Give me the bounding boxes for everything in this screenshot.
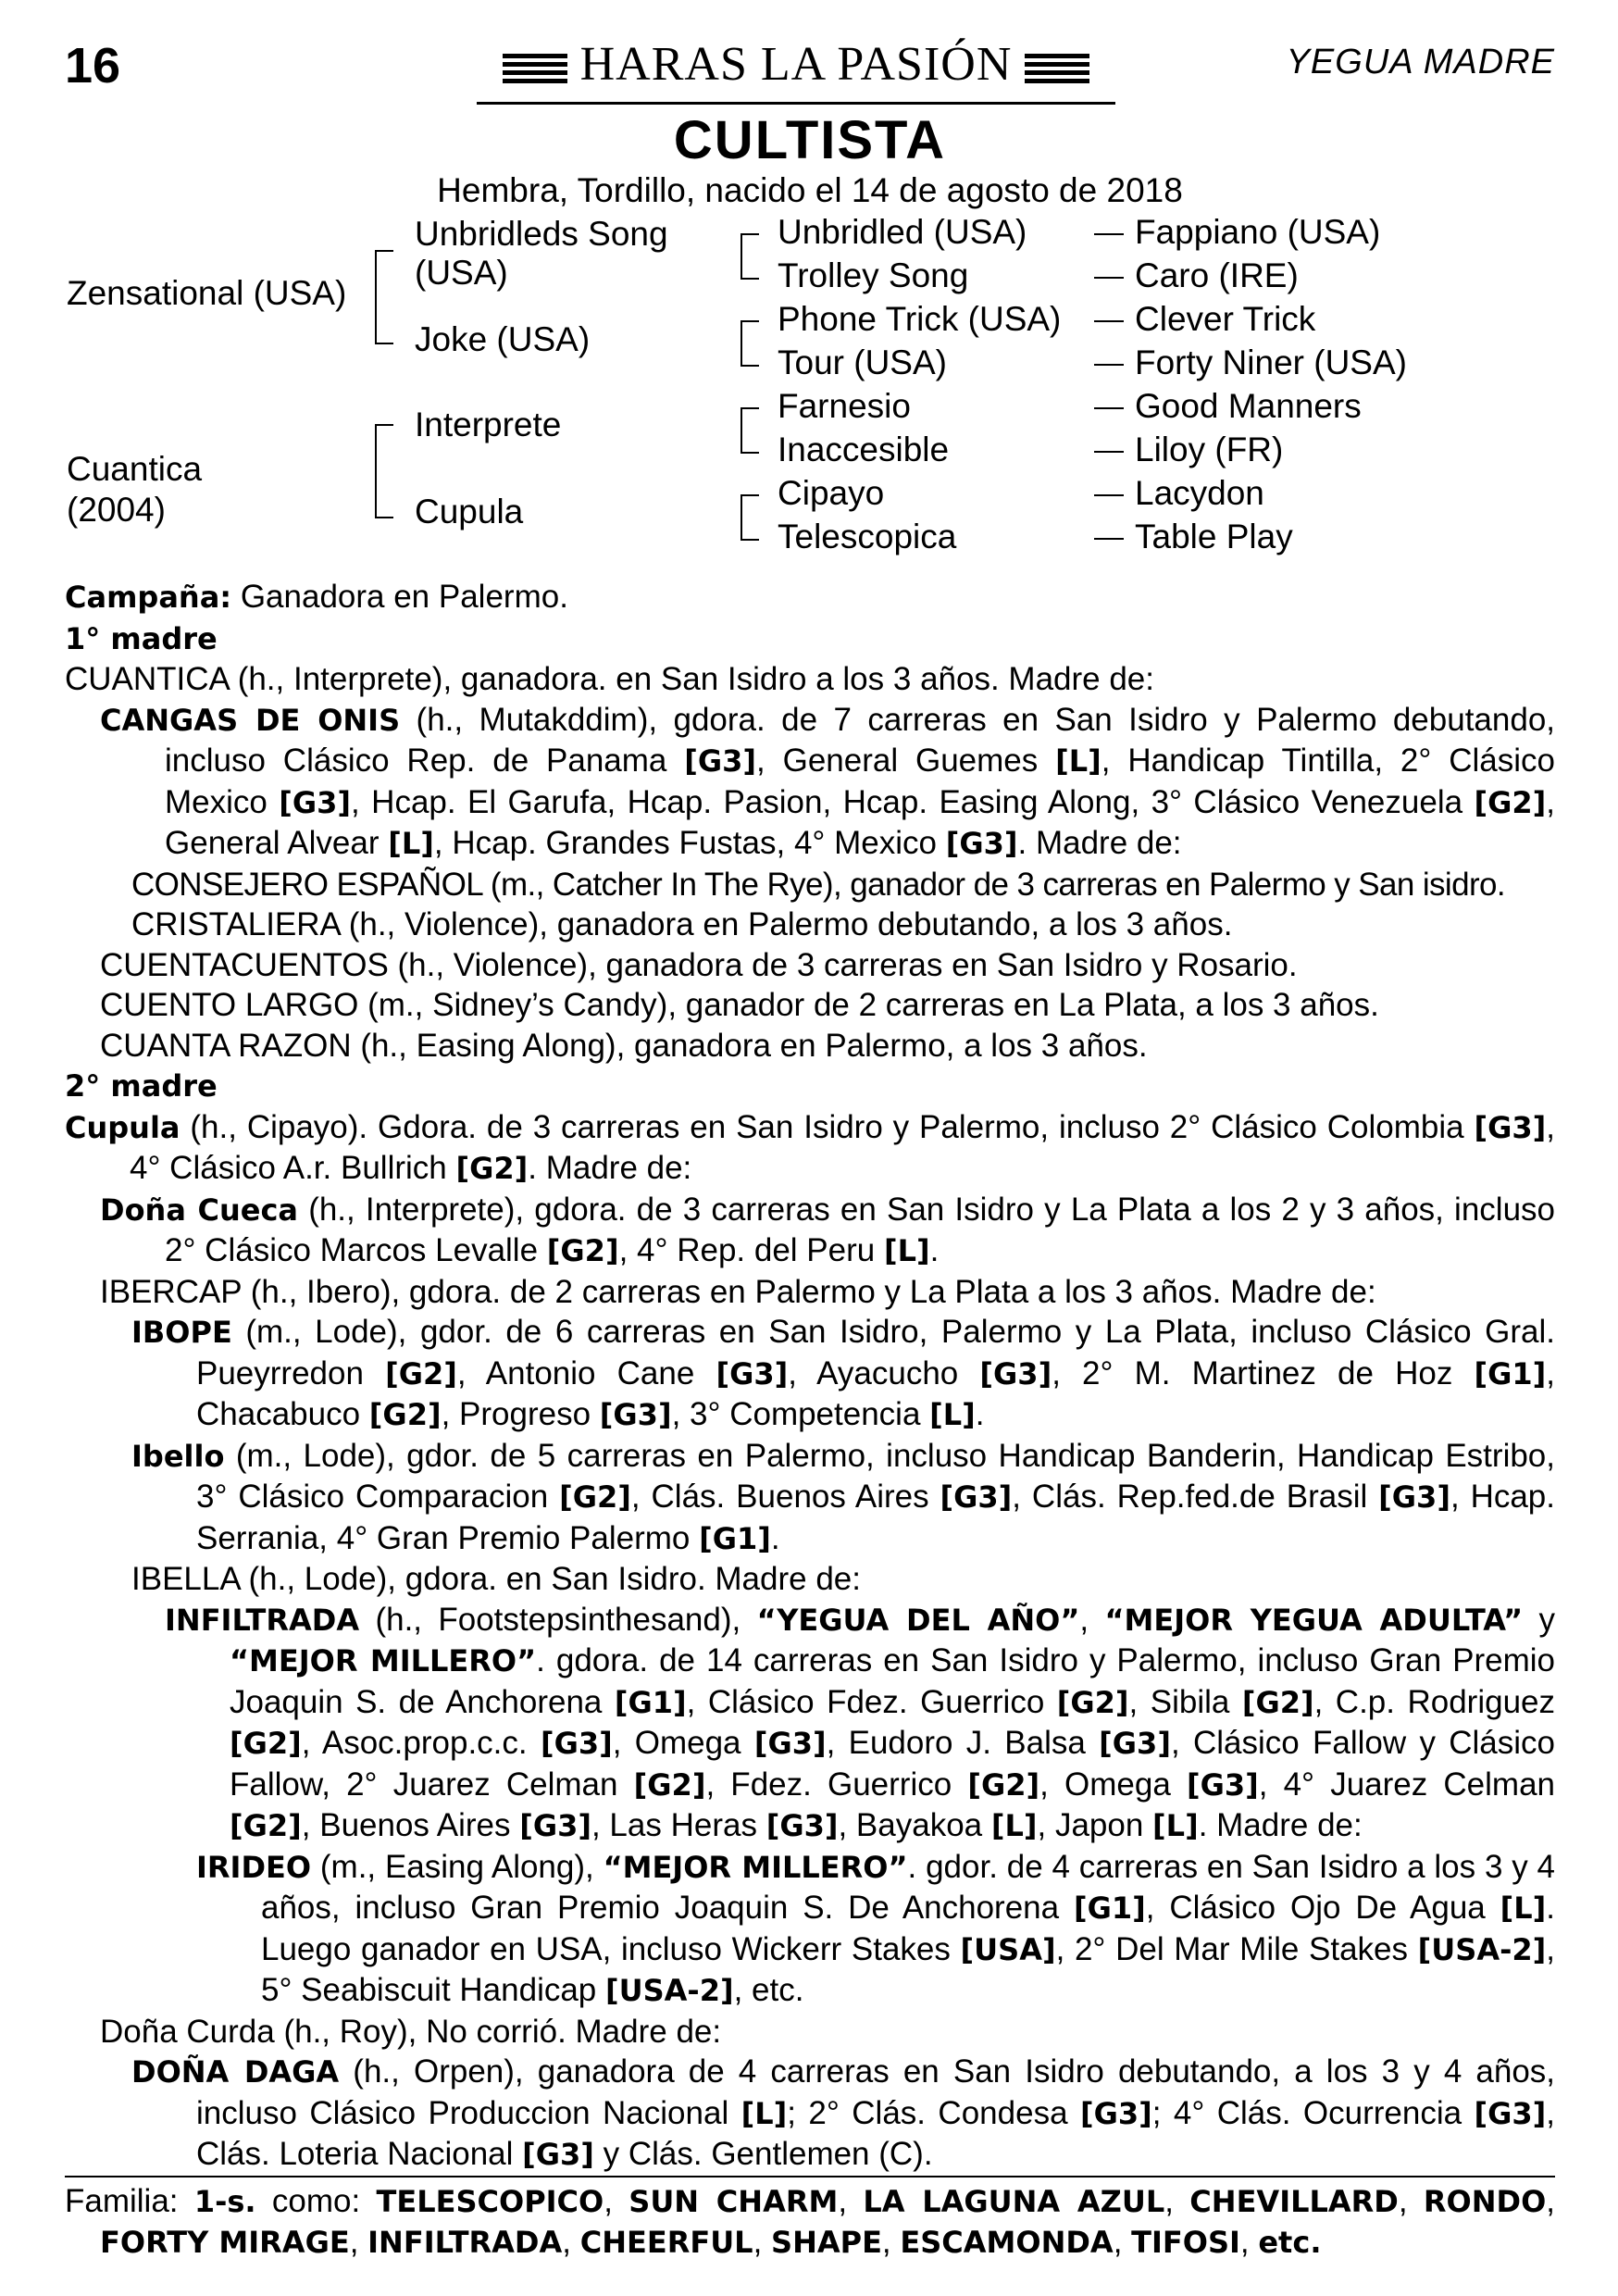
family-horse: SHAPE: [771, 2225, 882, 2260]
grade-tag: [G2]: [385, 1355, 457, 1391]
entry-text: , Eudoro J. Balsa: [826, 1725, 1100, 1761]
sep: ,: [1398, 2182, 1424, 2219]
pedigree-dd: Cupula: [415, 493, 524, 530]
grade-tag: [G2]: [230, 1726, 302, 1761]
entry-text: ; 2° Clás. Condesa: [787, 2094, 1080, 2131]
entry-text: , Omega: [612, 1725, 754, 1761]
entry-text: . Madre de:: [528, 1150, 692, 1186]
horse-name: CULTISTA: [673, 110, 947, 170]
entry-text: . gdor. de 4 carreras en San Isidro a los 3 y 4 años, incluso Gran Premio Joaquin S. De Anchorena: [261, 1848, 1556, 1926]
entry-text: , Omega: [1039, 1766, 1187, 1803]
grade-tag: [G2]: [1056, 1684, 1129, 1720]
grade-tag: [G1]: [614, 1684, 687, 1720]
pedigree-g3: Telescopica: [778, 518, 957, 555]
family-horse: RONDO: [1423, 2183, 1547, 2219]
grade-tag: [L]: [990, 1808, 1038, 1843]
grade-tag: [G3]: [716, 1355, 789, 1391]
entry-text: (m., Easing Along),: [311, 1848, 604, 1885]
entry-text: , 3° Competencia: [671, 1396, 930, 1432]
pedigree-g4-name: Liloy (FR): [1135, 430, 1284, 468]
award: “MEJOR YEGUA ADULTA”: [1104, 1602, 1524, 1638]
dash: [1094, 494, 1124, 496]
entry-text: , Clásico Ojo De Agua: [1145, 1890, 1500, 1926]
sep: ,: [881, 2224, 901, 2260]
entry-text: (h., Footstepsinthesand),: [359, 1601, 757, 1638]
pedigree-g4: [1094, 430, 1283, 469]
pedigree-dam: Cuantica: [67, 450, 203, 488]
entry-text: . Madre de:: [1017, 825, 1182, 861]
grade-tag: [G2]: [455, 1151, 529, 1186]
brand-name: HARAS LA PASIÓN: [579, 38, 1013, 91]
section-title: 2° madre: [65, 1068, 218, 1104]
grade-tag: [G3]: [1099, 1726, 1171, 1761]
entry-text: . Madre de:: [1198, 1807, 1363, 1843]
familia-como: como:: [255, 2182, 377, 2219]
produce-entry: [65, 700, 1555, 865]
produce-entry: CONSEJERO ESPAÑOL (m., Catcher In The Rye), ganador de 3 carreras en Palermo y San isidro.: [131, 866, 1506, 903]
pedigree-ds: Interprete: [415, 406, 562, 443]
grade-tag: [G1]: [1073, 1890, 1146, 1926]
grade-tag: [G3]: [765, 1808, 839, 1843]
entry-text: , 2° M. Martinez de Hoz: [1052, 1354, 1475, 1391]
entry-text: , Progreso: [441, 1396, 600, 1432]
bracket: [741, 407, 759, 454]
sep: ,: [753, 2224, 772, 2260]
brand-title: [477, 37, 1115, 92]
produce-entry: IBELLA (h., Lode), gdora. en San Isidro. Madre de:: [131, 1561, 861, 1597]
entry-text: , Buenos Aires: [301, 1807, 520, 1843]
entry-text: , General Guemes: [756, 742, 1056, 779]
award: “MEJOR MILLERO”: [603, 1849, 908, 1885]
produce-entry: [65, 1847, 1555, 2012]
entry-text: , Asoc.prop.c.c.: [301, 1725, 541, 1761]
entry-text: , Clásico Fallow y Clásico Fallow, 2° Juarez Celman: [230, 1725, 1556, 1803]
entry-text: .: [975, 1396, 985, 1432]
campana-text: Ganadora en Palermo.: [231, 579, 568, 615]
entry-text: y Clás. Gentlemen (C).: [593, 2136, 933, 2172]
horse-name-bold: DOÑA DAGA: [131, 2054, 340, 2090]
bracket: [375, 424, 393, 518]
pedigree-g4: [1094, 518, 1293, 556]
grade-tag: [G3]: [1186, 1766, 1259, 1803]
record-text: [65, 577, 1555, 2264]
grade-tag: [G3]: [684, 743, 757, 779]
pedigree-sd: Joke (USA): [415, 320, 591, 358]
entry-text: , 5° Seabiscuit Handicap: [261, 1930, 1555, 2008]
entry-text: , Antonio Cane: [456, 1354, 716, 1391]
grade-tag: [G3]: [599, 1397, 672, 1432]
campana: [65, 577, 1555, 618]
bracket: [741, 494, 759, 541]
grade-tag: [G2]: [546, 1233, 619, 1268]
dash: [1094, 364, 1124, 366]
grade-tag: [G2]: [967, 1766, 1040, 1803]
grade-tag: [G3]: [519, 1808, 591, 1843]
grade-tag: [G2]: [368, 1397, 442, 1432]
page-header: [65, 37, 1555, 93]
entry-text: , Clásico Fdez. Guerrico: [686, 1683, 1057, 1720]
page-number: 16: [65, 38, 121, 94]
bracket: [741, 233, 759, 280]
sep: ,: [349, 2224, 368, 2260]
pedigree-g4-name: Good Manners: [1135, 387, 1362, 425]
grade-tag: [G2]: [1474, 784, 1547, 820]
bars-icon: [503, 54, 567, 83]
grade-tag: [G3]: [1474, 1109, 1547, 1145]
grade-tag: [G3]: [940, 1479, 1013, 1515]
sep: ,: [604, 2182, 629, 2219]
family-horse: FORTY MIRAGE: [100, 2225, 350, 2260]
entry-text: , Clás. Buenos Aires: [630, 1479, 940, 1515]
bars-icon: [1025, 54, 1089, 83]
dash: [1094, 407, 1124, 409]
pedigree-g3: Tour (USA): [778, 343, 947, 381]
grade-tag: [USA-2]: [1417, 1931, 1547, 1967]
familia: [65, 2176, 1555, 2264]
page-type: YEGUA MADRE: [1286, 43, 1555, 81]
entry-text: . gdora. de 14 carreras en San Isidro y Palermo, incluso Gran Premio Joaquin S. de Anchorena: [230, 1642, 1556, 1720]
pedigree-g4: [1094, 387, 1362, 426]
family-horse: TIFOSI: [1131, 2225, 1240, 2260]
grade-tag: [G3]: [522, 2137, 594, 2172]
pedigree-g3: Unbridled (USA): [778, 213, 1027, 251]
entry-text: , C.p. Rodriguez: [1313, 1683, 1556, 1720]
pedigree-g3: Farnesio: [778, 387, 911, 425]
pedigree-ss: Unbridleds Song: [415, 215, 668, 253]
produce-entry: CUANTA RAZON (h., Easing Along), ganadora en Palermo, a los 3 años.: [100, 1027, 1148, 1064]
entry-text: (m., Lode), gdor. de 5 carreras en Palermo, incluso Handicap Banderin, Handicap Estribo, 3° Clásico Comparacion: [196, 1437, 1555, 1515]
dash: [1094, 538, 1124, 540]
produce-entry: CUENTO LARGO (m., Sidney’s Candy), ganador de 2 carreras en La Plata, a los 3 años.: [100, 987, 1379, 1023]
grade-tag: [G3]: [1378, 1479, 1450, 1515]
produce-entry: IBERCAP (h., Ibero), gdora. de 2 carreras en Palermo y La Plata a los 3 años. Madre de:: [100, 1273, 1376, 1310]
entry-text: .: [929, 1232, 940, 1268]
dam-entry: [65, 1107, 1555, 1190]
dash: [1094, 233, 1124, 235]
grade-tag: [G3]: [540, 1726, 613, 1761]
entry-text: , General Alvear: [165, 783, 1555, 861]
grade-tag: [G2]: [633, 1766, 706, 1803]
entry-text: , Bayakoa: [838, 1807, 991, 1843]
entry-text: , Hcap. El Garufa, Hcap. Pasion, Hcap. Easing Along, 3° Clásico Venezuela: [351, 783, 1475, 820]
sep: ,: [1546, 2182, 1555, 2219]
entry-text: , Sibila: [1128, 1683, 1242, 1720]
entry-text: , Handicap Tintilla, 2° Clásico Mexico: [165, 742, 1555, 820]
sep: ,: [1113, 2224, 1132, 2260]
grade-tag: [G1]: [699, 1520, 771, 1556]
horse-name-bold: IRIDEO: [196, 1849, 312, 1885]
produce-entry: CRISTALIERA (h., Violence), ganadora en Palermo debutando, a los 3 años.: [131, 906, 1233, 942]
pedigree-g4-name: Forty Niner (USA): [1135, 343, 1407, 381]
entry-text: , Japon: [1037, 1807, 1153, 1843]
entry-text: ; 4° Clás. Ocurrencia: [1151, 2094, 1475, 2131]
family-horse: LA LAGUNA AZUL: [863, 2183, 1165, 2219]
entry-text: . Luego ganador en USA, incluso Wickerr Stakes: [261, 1890, 1555, 1967]
entry-text: .: [770, 1519, 780, 1556]
horse-name-bold: INFILTRADA: [165, 1602, 360, 1638]
entry-text: ,: [1079, 1601, 1105, 1638]
entry-text: , Hcap. Grandes Fustas, 4° Mexico: [433, 825, 946, 861]
family-horse: INFILTRADA: [367, 2225, 563, 2260]
horse-name-bold: Cupula: [65, 1109, 180, 1145]
m1-line: CUANTICA (h., Interprete), ganadora. en San Isidro a los 3 años. Madre de:: [65, 661, 1154, 697]
grade-tag: [L]: [388, 826, 434, 861]
horse-name-bold: CANGAS DE ONIS: [100, 702, 401, 738]
pedigree-dam-year: (2004): [67, 491, 166, 529]
sep: ,: [1164, 2182, 1190, 2219]
pedigree-g3: Trolley Song: [778, 256, 969, 294]
section-title: 1° madre: [65, 620, 218, 656]
entry-text: , Fdez. Guerrico: [705, 1766, 968, 1803]
pedigree: [65, 211, 1555, 577]
grade-tag: [G2]: [230, 1808, 302, 1843]
section-title-2: [65, 1066, 1555, 1107]
grade-tag: [L]: [1055, 743, 1101, 779]
bracket: [741, 320, 759, 367]
grade-tag: [G1]: [1474, 1355, 1547, 1391]
sep: ,: [838, 2182, 864, 2219]
entry-text: , Hcap. Serrania, 4° Gran Premio Palermo: [196, 1479, 1555, 1556]
dash: [1094, 451, 1124, 453]
family-etc: etc.: [1258, 2225, 1322, 2260]
familia-label: Familia:: [65, 2182, 194, 2219]
grade-tag: [G2]: [559, 1479, 631, 1515]
pedigree-g3: Phone Trick (USA): [778, 300, 1062, 338]
entry-text: , 4° Juarez Celman: [1258, 1766, 1556, 1803]
grade-tag: [USA]: [960, 1931, 1056, 1967]
pedigree-g3: Inaccesible: [778, 430, 950, 468]
horse-birth: Hembra, Tordillo, nacido el 14 de agosto de 2018: [437, 171, 1183, 209]
produce-entry: [65, 1436, 1555, 1560]
produce-entry: [65, 1312, 1555, 1436]
pedigree-g4: [1094, 474, 1264, 513]
horse-name-bold: IBOPE: [131, 1315, 232, 1350]
entry-text: (h., Interprete), gdora. de 3 carreras en San Isidro y La Plata a los 2 y 3 años, incluso 2° Clásico Marcos Levalle: [165, 1191, 1556, 1268]
family-horse: TELESCOPICO: [376, 2183, 604, 2219]
entry-text: , Chacabuco: [196, 1354, 1555, 1432]
entry-text: , Clás. Loteria Nacional: [196, 2094, 1555, 2172]
entry-text: (h., Orpen), ganadora de 4 carreras en San Isidro debutando, a los 3 y 4 años, incluso Clásico Produccion Nacional: [196, 2053, 1556, 2131]
pedigree-ss-country: (USA): [415, 254, 508, 292]
grade-tag: [G3]: [979, 1355, 1052, 1391]
grade-tag: [L]: [1500, 1890, 1547, 1926]
grade-tag: [G3]: [1474, 2095, 1547, 2131]
familia-first: 1-s.: [193, 2183, 256, 2219]
horse-name-bold: Ibello: [131, 1438, 225, 1474]
pedigree-g4-name: Caro (IRE): [1135, 256, 1299, 294]
grade-tag: [USA-2]: [605, 1973, 734, 2008]
produce-entry: [65, 1600, 1555, 1847]
brand-underline: [477, 102, 1115, 105]
grade-tag: [G3]: [753, 1726, 827, 1761]
grade-tag: [G2]: [1241, 1684, 1314, 1720]
entry-text: , Las Heras: [591, 1807, 766, 1843]
bracket: [375, 250, 393, 344]
grade-tag: [L]: [929, 1397, 976, 1432]
award: “YEGUA DEL AÑO”: [756, 1602, 1080, 1638]
entry-text: (m., Lode), gdor. de 6 carreras en San Isidro, Palermo y La Plata, incluso Clásico Gral. Pueyrredon: [196, 1314, 1555, 1391]
grade-tag: [L]: [741, 2095, 788, 2131]
pedigree-g3: Cipayo: [778, 474, 885, 512]
pedigree-g4: [1094, 213, 1380, 252]
produce-entry: [65, 2052, 1555, 2176]
sep: ,: [1239, 2224, 1259, 2260]
produce-entry: CUENTACUENTOS (h., Violence), ganadora de 3 carreras en San Isidro y Rosario.: [100, 946, 1298, 983]
family-horse: CHEVILLARD: [1189, 2183, 1399, 2219]
campana-label: Campaña:: [65, 580, 232, 615]
grade-tag: [G3]: [945, 826, 1018, 861]
entry-text: , 2° Del Mar Mile Stakes: [1055, 1930, 1418, 1967]
entry-text: , etc.: [733, 1972, 804, 2008]
entry-text: y: [1523, 1601, 1556, 1638]
family-horse: SUN CHARM: [629, 2183, 839, 2219]
pedigree-g4: [1094, 300, 1315, 339]
entry-text: , Clás. Rep.fed.de Brasil: [1012, 1479, 1379, 1515]
page: [65, 37, 1555, 2264]
entry-text: , 4° Rep. del Peru: [618, 1232, 884, 1268]
pedigree-g4-name: Fappiano (USA): [1135, 213, 1381, 251]
pedigree-g4-name: Lacydon: [1135, 474, 1264, 512]
family-horse: CHEERFUL: [579, 2225, 753, 2260]
entry-text: , 4° Clásico A.r. Bullrich: [130, 1108, 1555, 1186]
produce-entry: [65, 1190, 1555, 1272]
sep: ,: [562, 2224, 580, 2260]
entry-text: (h., Mutakddim), gdora. de 7 carreras en San Isidro y Palermo debutando, incluso Clásico Rep. de Panama: [165, 701, 1556, 779]
entry-text: , Ayacucho: [788, 1354, 980, 1391]
pedigree-sire: Zensational (USA): [67, 274, 347, 312]
grade-tag: [L]: [883, 1233, 930, 1268]
grade-tag: [L]: [1152, 1808, 1199, 1843]
dash: [1094, 277, 1124, 279]
dash: [1094, 320, 1124, 322]
pedigree-g4-name: Clever Trick: [1135, 300, 1316, 338]
horse-name-bold: Doña Cueca: [100, 1192, 299, 1228]
section-title-1: [65, 618, 1555, 660]
entry-text: (h., Cipayo). Gdora. de 3 carreras en San Isidro y Palermo, incluso 2° Clásico Colombia: [180, 1108, 1475, 1145]
pedigree-g4-name: Table Play: [1135, 518, 1293, 555]
pedigree-g4: [1094, 256, 1299, 295]
family-horse: ESCAMONDA: [900, 2225, 1114, 2260]
grade-tag: [G3]: [1079, 2095, 1152, 2131]
award: “MEJOR MILLERO”: [230, 1643, 537, 1678]
produce-entry: Doña Curda (h., Roy), No corrió. Madre de:: [100, 2013, 722, 2050]
pedigree-g4: [1094, 343, 1407, 382]
grade-tag: [G3]: [279, 784, 352, 820]
